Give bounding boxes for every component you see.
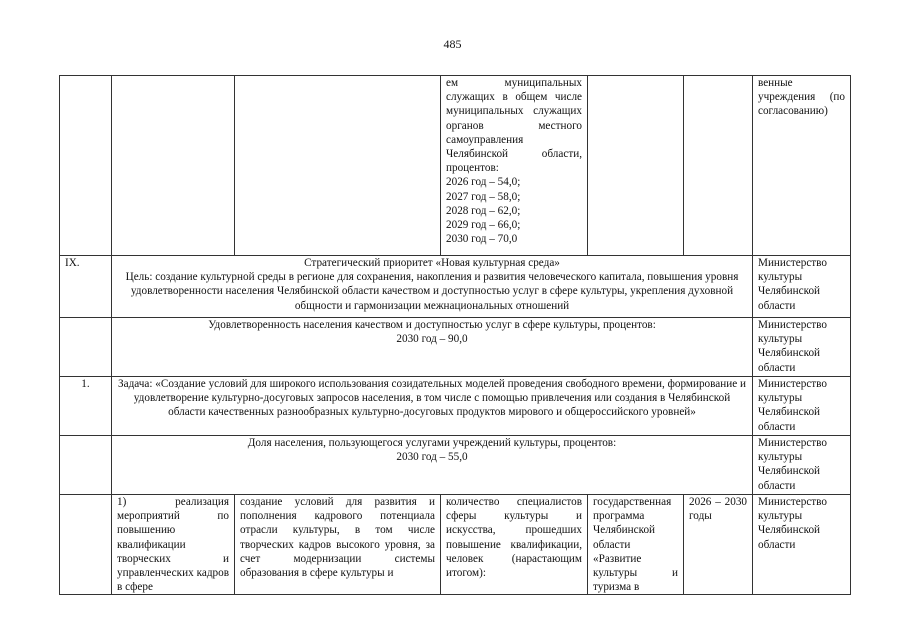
table-row: [60, 436, 851, 495]
cell-num: [60, 76, 112, 256]
cell-executor: Министерство культуры Челябинской области: [753, 318, 851, 377]
table-row: [60, 76, 851, 256]
cell-executor: Министерство культуры Челябинской области: [753, 495, 851, 595]
cell-executor: Министерство культуры Челябинской области: [753, 436, 851, 495]
year-value: 2026 год – 54,0;: [446, 176, 521, 189]
page-number: 485: [443, 37, 462, 51]
priority-title: Стратегический приоритет «Новая культурная среда»: [304, 257, 560, 269]
cell-indicator: [112, 318, 753, 377]
indicator-text: Удовлетворенность населения качеством и доступностью услуг в сфере культуры, процентов:: [208, 319, 656, 331]
strategy-table: [59, 75, 851, 595]
indicator-value: 2030 год – 90,0: [396, 333, 468, 346]
goal-text: Цель: создание культурной среды в регионе для сохранения, накопления и развития человеческого капитала, повышения уровня удовлетворенности населения Челябинской области качеством и доступностью услуг в сфере культуры, укрепления духовной общности и гармонизации межнациональных отношений: [125, 271, 739, 312]
cell-task: Задача: «Создание условий для широкого использования созидательных моделей проведения свободного времени, формирование и удовлетворение культурно-досуговых запросов населения, в том числе с помощью привлечения или создания в Челябинской области качественных разнообразных культурно-досуговых продуктов мирового и общероссийского уровней»: [112, 377, 753, 436]
cell-num: [60, 495, 112, 595]
cell-measure: [112, 76, 235, 256]
indicator-value: 2030 год – 55,0: [396, 451, 468, 464]
cell-num: [60, 436, 112, 495]
table-row: [60, 256, 851, 318]
table-row: [60, 377, 851, 436]
cell-measure: 1) реализация мероприятий по повышению квалификации творческих и управленческих кадров в сфере: [112, 495, 235, 595]
cell-num: 1.: [60, 377, 112, 436]
cell-program: государственная программа Челябинской области «Развитие культуры и туризма в: [588, 495, 684, 595]
cell-num: [60, 318, 112, 377]
indicator-text: ем муниципальных служащих в общем числе муниципальных служащих органов местного самоуправления Челябинской области, процентов:: [446, 77, 582, 175]
cell-priority: [112, 256, 753, 318]
cell-indicator: [112, 436, 753, 495]
year-value: 2027 год – 58,0;: [446, 190, 521, 203]
table-row: [60, 318, 851, 377]
cell-executor: Министерство культуры Челябинской области: [753, 377, 851, 436]
cell-executor: Министерство культуры Челябинской области: [753, 256, 851, 318]
cell-indicator: количество специалистов сферы культуры и искусства, прошедших повышение квалификации, человек (нарастающим итогом):: [441, 495, 588, 595]
table-row: [60, 495, 851, 595]
indicator-text: Доля населения, пользующегося услугами учреждений культуры, процентов:: [247, 437, 617, 449]
cell-result: [235, 76, 441, 256]
cell-executor: венные учреждения (по согласованию): [753, 76, 851, 256]
year-value: 2030 год – 70,0: [446, 233, 518, 246]
cell-indicator: [441, 76, 588, 256]
cell-term: 2026 – 2030 годы: [684, 495, 753, 595]
cell-term: [684, 76, 753, 256]
cell-result: создание условий для развития и пополнения кадрового потенциала отрасли культуры, в том числе творческих кадров высокого уровня, за счет модернизации системы образования в сфере культуры и: [235, 495, 441, 595]
cell-num: IX.: [60, 256, 112, 318]
year-value: 2029 год – 66,0;: [446, 219, 521, 232]
cell-program: [588, 76, 684, 256]
year-value: 2028 год – 62,0;: [446, 204, 521, 217]
